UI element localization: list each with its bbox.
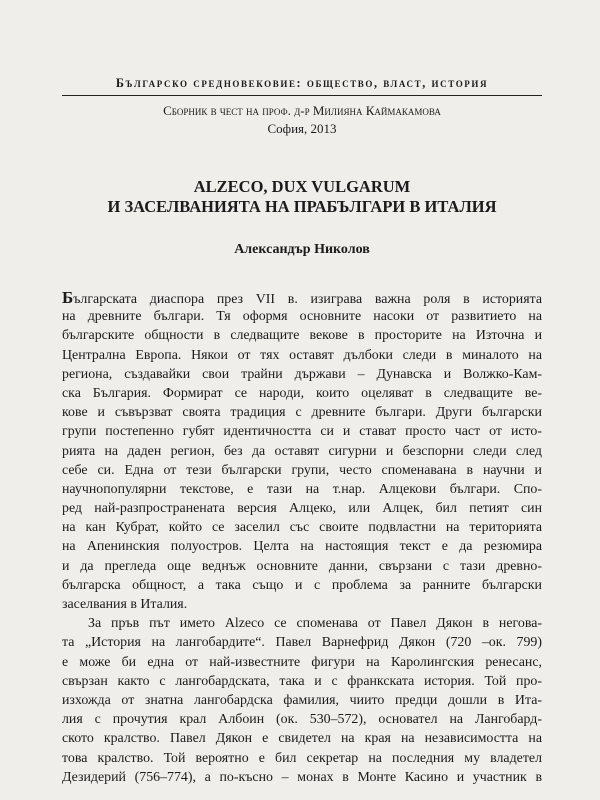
- header-divider: [62, 95, 542, 96]
- article-title-line-2: И ЗАСЕЛВАНИЯТА НА ПРАБЪЛГАРИ В ИТАЛИЯ: [107, 197, 497, 216]
- text-line: кове и съвързват своята традиция с древните българи. Други български: [62, 405, 542, 421]
- text-line: региона, създавайки свои трайни държави – Дунавска и Волжко-Кам-: [62, 366, 542, 382]
- text-line-content: ългарската диаспора през VII в. изиграва важна роля в историята: [73, 292, 542, 307]
- text-line: групи постепенно губят идентичността си и стават просто част от исто-: [62, 424, 542, 440]
- text-line: Централна Европа. Някои от тях оставят дълбоки следи в миналото на: [62, 347, 542, 363]
- text-line: на кан Кубрат, който се заселил със своите подвластни на територията: [62, 520, 542, 536]
- text-line: себе си. Една от тези български групи, често споменавана в научни и: [62, 462, 542, 478]
- place-and-year: София, 2013: [267, 121, 337, 136]
- text-line: Дезидерий (756–774), а по-късно – монах в Монте Касино и участник в: [62, 769, 542, 785]
- text-line: лия с прочутия крал Албоин (ок. 530–572), основател на Лангобард-: [62, 712, 542, 728]
- text-line: свързан както с лангобардската, така и с франкската история. Той про-: [62, 673, 542, 689]
- drop-cap: Б: [62, 288, 74, 307]
- text-line: изхожда от знатна лангобардска фамилия, чиито предци дошли в Ита-: [62, 692, 542, 708]
- text-line: е може би една от най-известните фигури на Каролингския ренесанс,: [62, 654, 542, 670]
- text-line: научнопопулярни текстове, е тази на т.нар. Алцекови българи. Спо-: [62, 481, 542, 497]
- author-name: Александър Николов: [234, 242, 370, 257]
- body-text: [62, 288, 542, 787]
- running-header-title: Българско средновековие: общество, власт, история: [115, 76, 489, 90]
- text-line: ска България. Формират се народи, които оцеляват в следващите ве-: [62, 385, 542, 401]
- collection-subtitle: Сборник в чест на проф. д-р Милияна Каймакамова: [163, 103, 441, 118]
- text-line: заселвания в Италия.: [62, 597, 188, 612]
- text-line: За пръв път името Alzeco се споменава от Павел Дякон в негова-: [88, 616, 542, 632]
- text-line: на древните българи. Тя оформя основните насоки от развитието на: [62, 309, 542, 325]
- article-title: [62, 177, 542, 217]
- text-line: това кралство. Той вероятно е бил секретар на последния му владетел: [62, 750, 542, 766]
- text-line: българските общности в следващите векове в просторите на Източна и: [62, 328, 542, 344]
- text-line: и да прегледа още веднъж основните данни, свързани с тази древно-: [62, 558, 542, 574]
- text-line: [62, 288, 542, 307]
- text-line: ското кралство. Павел Дякон е свидетел на края на независимостта на: [62, 731, 542, 747]
- text-line: ред най-разпространената версия Алцеко, или Алцек, бил петият син: [62, 501, 542, 517]
- text-line: българска общност, а така също и с проблема за ранните български: [62, 577, 542, 593]
- article-title-line-1: ALZECO, DUX VULGARUM: [193, 177, 411, 196]
- text-line: та „История на лангобардите“. Павел Варнефрид Дякон (720 –ок. 799): [62, 635, 542, 651]
- text-line: на Апенинския полуостров. Целта на настоящия текст е да резюмира: [62, 539, 542, 555]
- text-line: рията на даден регион, без да оставят сигурни и безспорни следи след: [62, 443, 542, 459]
